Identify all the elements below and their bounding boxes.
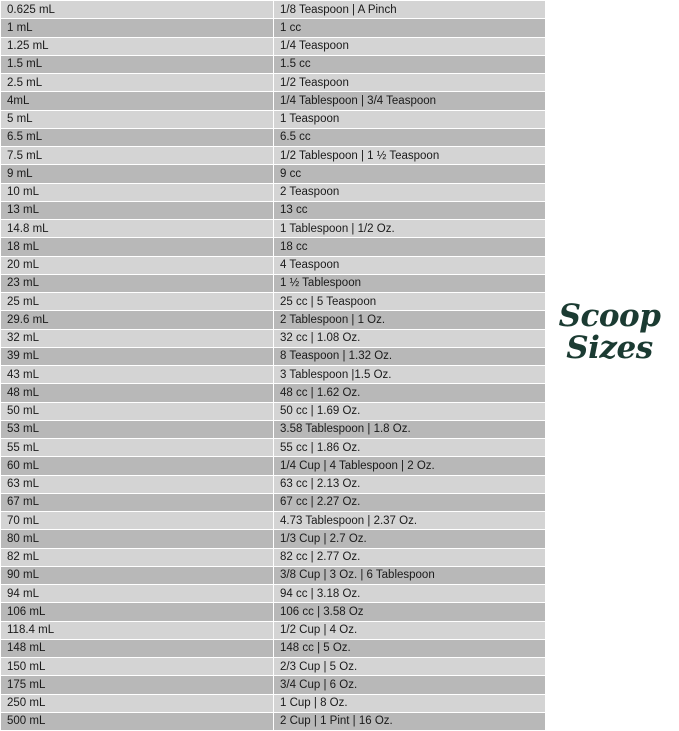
cell-volume: 1 mL (1, 19, 274, 37)
cell-equivalent: 50 cc | 1.69 Oz. (274, 402, 546, 420)
cell-equivalent: 48 cc | 1.62 Oz. (274, 384, 546, 402)
cell-volume: 60 mL (1, 457, 274, 475)
cell-volume: 13 mL (1, 201, 274, 219)
cell-volume: 48 mL (1, 384, 274, 402)
cell-equivalent: 9 cc (274, 165, 546, 183)
table-row (1, 712, 546, 730)
cell-equivalent: 55 cc | 1.86 Oz. (274, 439, 546, 457)
cell-volume: 82 mL (1, 548, 274, 566)
table-row (1, 147, 546, 165)
logo-line-2: Sizes (566, 330, 653, 367)
table-row (1, 475, 546, 493)
table-row (1, 639, 546, 657)
table-row (1, 658, 546, 676)
cell-equivalent: 3.58 Tablespoon | 1.8 Oz. (274, 420, 546, 438)
cell-volume: 39 mL (1, 347, 274, 365)
cell-equivalent: 106 cc | 3.58 Oz (274, 603, 546, 621)
cell-equivalent: 1/2 Cup | 4 Oz. (274, 621, 546, 639)
table-row (1, 165, 546, 183)
table-row (1, 512, 546, 530)
table-row (1, 37, 546, 55)
cell-equivalent: 2 Teaspoon (274, 183, 546, 201)
table-row (1, 1, 546, 19)
table-row (1, 311, 546, 329)
cell-volume: 250 mL (1, 694, 274, 712)
table-row (1, 621, 546, 639)
cell-equivalent: 4.73 Tablespoon | 2.37 Oz. (274, 512, 546, 530)
cell-equivalent: 1 ½ Tablespoon (274, 274, 546, 292)
cell-equivalent: 3 Tablespoon |1.5 Oz. (274, 366, 546, 384)
cell-volume: 94 mL (1, 585, 274, 603)
cell-volume: 9 mL (1, 165, 274, 183)
cell-volume: 175 mL (1, 676, 274, 694)
table-row (1, 110, 546, 128)
cell-volume: 23 mL (1, 274, 274, 292)
cell-volume: 70 mL (1, 512, 274, 530)
cell-volume: 6.5 mL (1, 128, 274, 146)
cell-equivalent: 82 cc | 2.77 Oz. (274, 548, 546, 566)
table-row (1, 201, 546, 219)
cell-equivalent: 2/3 Cup | 5 Oz. (274, 658, 546, 676)
logo-line-1: Scoop (558, 298, 661, 334)
cell-volume: 2.5 mL (1, 74, 274, 92)
table-row (1, 92, 546, 110)
cell-equivalent: 13 cc (274, 201, 546, 219)
table-row (1, 566, 546, 584)
table-row (1, 439, 546, 457)
cell-volume: 80 mL (1, 530, 274, 548)
cell-equivalent: 1 cc (274, 19, 546, 37)
cell-volume: 4mL (1, 92, 274, 110)
table-row (1, 329, 546, 347)
cell-volume: 18 mL (1, 238, 274, 256)
cell-volume: 20 mL (1, 256, 274, 274)
table-row (1, 694, 546, 712)
cell-equivalent: 1/2 Tablespoon | 1 ½ Teaspoon (274, 147, 546, 165)
cell-volume: 0.625 mL (1, 1, 274, 19)
table-row (1, 384, 546, 402)
cell-equivalent: 63 cc | 2.13 Oz. (274, 475, 546, 493)
cell-equivalent: 6.5 cc (274, 128, 546, 146)
cell-equivalent: 1 Cup | 8 Oz. (274, 694, 546, 712)
cell-equivalent: 3/8 Cup | 3 Oz. | 6 Tablespoon (274, 566, 546, 584)
cell-equivalent: 148 cc | 5 Oz. (274, 639, 546, 657)
table-row (1, 55, 546, 73)
cell-volume: 148 mL (1, 639, 274, 657)
cell-equivalent: 2 Cup | 1 Pint | 16 Oz. (274, 712, 546, 730)
cell-volume: 10 mL (1, 183, 274, 201)
table-row (1, 493, 546, 511)
cell-equivalent: 18 cc (274, 238, 546, 256)
table-row (1, 530, 546, 548)
table-row (1, 74, 546, 92)
cell-equivalent: 1/4 Cup | 4 Tablespoon | 2 Oz. (274, 457, 546, 475)
cell-volume: 118.4 mL (1, 621, 274, 639)
cell-volume: 25 mL (1, 293, 274, 311)
table-row (1, 238, 546, 256)
cell-volume: 53 mL (1, 420, 274, 438)
cell-equivalent: 2 Tablespoon | 1 Oz. (274, 311, 546, 329)
cell-volume: 63 mL (1, 475, 274, 493)
table-row (1, 256, 546, 274)
cell-volume: 500 mL (1, 712, 274, 730)
table-row (1, 676, 546, 694)
cell-volume: 55 mL (1, 439, 274, 457)
table-row (1, 183, 546, 201)
cell-volume: 67 mL (1, 493, 274, 511)
cell-volume: 5 mL (1, 110, 274, 128)
table-row (1, 585, 546, 603)
cell-equivalent: 32 cc | 1.08 Oz. (274, 329, 546, 347)
cell-equivalent: 1/4 Tablespoon | 3/4 Teaspoon (274, 92, 546, 110)
table-row (1, 366, 546, 384)
table-row (1, 128, 546, 146)
table-row (1, 457, 546, 475)
cell-volume: 150 mL (1, 658, 274, 676)
table-row (1, 274, 546, 292)
cell-equivalent: 1/4 Teaspoon (274, 37, 546, 55)
cell-volume: 50 mL (1, 402, 274, 420)
cell-equivalent: 94 cc | 3.18 Oz. (274, 585, 546, 603)
table-row (1, 402, 546, 420)
cell-equivalent: 1.5 cc (274, 55, 546, 73)
cell-volume: 43 mL (1, 366, 274, 384)
cell-volume: 32 mL (1, 329, 274, 347)
conversion-table-body (1, 1, 546, 731)
cell-equivalent: 1/8 Teaspoon | A Pinch (274, 1, 546, 19)
table-row (1, 548, 546, 566)
cell-equivalent: 1/2 Teaspoon (274, 74, 546, 92)
table-row (1, 220, 546, 238)
cell-equivalent: 8 Teaspoon | 1.32 Oz. (274, 347, 546, 365)
table-row (1, 19, 546, 37)
cell-equivalent: 1/3 Cup | 2.7 Oz. (274, 530, 546, 548)
cell-volume: 1.25 mL (1, 37, 274, 55)
cell-equivalent: 3/4 Cup | 6 Oz. (274, 676, 546, 694)
cell-volume: 106 mL (1, 603, 274, 621)
cell-volume: 7.5 mL (1, 147, 274, 165)
cell-equivalent: 67 cc | 2.27 Oz. (274, 493, 546, 511)
cell-equivalent: 4 Teaspoon (274, 256, 546, 274)
cell-volume: 14.8 mL (1, 220, 274, 238)
cell-volume: 29.6 mL (1, 311, 274, 329)
table-row (1, 603, 546, 621)
cell-equivalent: 1 Tablespoon | 1/2 Oz. (274, 220, 546, 238)
table-row (1, 420, 546, 438)
cell-volume: 90 mL (1, 566, 274, 584)
cell-equivalent: 1 Teaspoon (274, 110, 546, 128)
cell-equivalent: 25 cc | 5 Teaspoon (274, 293, 546, 311)
table-row (1, 347, 546, 365)
scoop-sizes-logo (540, 298, 679, 367)
cell-volume: 1.5 mL (1, 55, 274, 73)
table-row (1, 293, 546, 311)
